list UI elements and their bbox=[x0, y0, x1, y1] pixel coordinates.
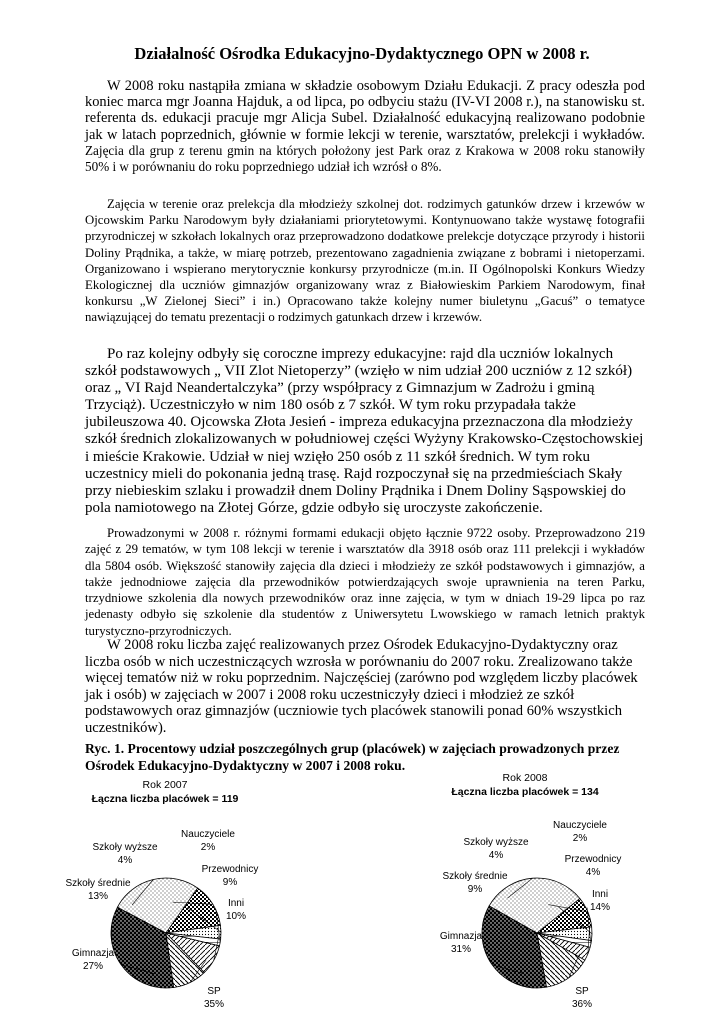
pie-2007-value-sp: 35% bbox=[203, 999, 225, 1010]
pie-2008-label-gimnazja: Gimnazja bbox=[439, 931, 483, 942]
document-title: Działalność Ośrodka Edukacyjno-Dydaktycznego OPN w 2008 r. bbox=[134, 44, 590, 63]
paragraph-comparison: W 2008 roku liczba zajęć realizowanych przez Ośrodek Edukacyjno-Dydaktyczny oraz liczba osób w nich uczestniczących wzrosła w porównaniu do 2007 roku. Zrealizowano także więcej tematów niż w roku poprzednim. Najczęściej (zarówno pod względem liczby placówek jak i osób) w zajęciach w 2007 i 2008 roku uczestniczyły dzieci i młodzież ze szkół podstawowych oraz gimnazjów (uczniowie tych placówek stanowili ponad 60% wszystkich uczestników). bbox=[85, 637, 638, 736]
figure-caption: Ryc. 1. Procentowy udział poszczególnych grup (placówek) w zajęciach prowadzonych przez Ośrodek Edukacyjno-Dydaktyczny w 2007 i 2008 roku. bbox=[85, 741, 620, 773]
pie-2007-label-szkoly-wyzsze: Szkoły wyższe bbox=[92, 842, 158, 853]
pie-2007-value-szkoly-wyzsze: 4% bbox=[117, 855, 133, 866]
pie-2008-value-nauczyciele: 2% bbox=[572, 833, 588, 844]
pie-2007-label-inni: Inni bbox=[227, 898, 245, 909]
chart-2007-title: Rok 2007 bbox=[142, 779, 188, 791]
pie-2007-label-nauczyciele: Nauczyciele bbox=[181, 829, 235, 840]
paragraph-annual-events: Po raz kolejny odbyły się coroczne imprezy edukacyjne: rajd dla uczniów lokalnych szkół podstawowych „ VII Zlot Nietoperzy” (wzięło w nim udział 200 uczniów z 12 szkół) oraz „ VI Rajd Neandertalczyka” (przy współpracy z Gimnazjum w Zadrożu i gminą Trzyciąż). Uczestniczyło w nim 180 osób z 7 szkół. W tym roku przypadała także jubileuszowa 40. Ojcowska Złota Jesień - impreza edukacyjna przeznaczona dla młodzieży szkół średnich zlokalizowanych w południowej części Wyżyny Krakowsko-Częstochowskiej i mieście Krakowie. Udział w niej wzięło 250 osób z 11 szkół średnich. W tym roku uczestnicy mieli do pokonania jedną trasę. Rajd rozpoczynał się na przedmieściach Skały przy niebieskim szlaku i prowadził dnem Doliny Prądnika i Dnem Doliny Sąspowskiej do pola namiotowego na Złotej Górze, gdzie odbyło się uroczyste zakończenie. bbox=[85, 346, 644, 516]
pie-2008-value-inni: 14% bbox=[589, 902, 611, 913]
pie-2008-value-gimnazja: 31% bbox=[450, 944, 472, 955]
pie-2008-value-szkoly-wyzsze: 4% bbox=[488, 850, 504, 861]
chart-2007-subtitle: Łączna liczba placówek = 119 bbox=[91, 793, 239, 805]
paragraph-staff-changes-main: W 2008 roku nastąpiła zmiana w składzie osobowym Działu Edukacji. Z pracy odeszła pod koniec marca mgr Joanna Hajduk, a od lipca, po odbyciu stażu (IV-VI 2008 r.), na stanowisku st. referenta ds. edukacji pracuje mgr Alicja Subel. Działalność edukacyjną realizowano podobnie jak w latach poprzednich, głównie w formie lekcji w terenie, warsztatów, prelekcji i wykładów. bbox=[85, 78, 645, 143]
pie-2007-value-przewodnicy: 9% bbox=[222, 877, 238, 888]
pie-2008-label-nauczyciele: Nauczyciele bbox=[553, 820, 607, 831]
pie-2007-value-szkoly-srednie: 13% bbox=[87, 891, 109, 902]
pie-2007-value-inni: 10% bbox=[225, 911, 247, 922]
pie-2008-label-przewodnicy: Przewodnicy bbox=[564, 854, 622, 865]
pie-2008-label-szkoly-srednie: Szkoły średnie bbox=[442, 871, 508, 882]
pie-2008-value-przewodnicy: 4% bbox=[585, 867, 601, 878]
pie-2007-label-szkoly-srednie: Szkoły średnie bbox=[65, 878, 131, 889]
pie-2007-label-przewodnicy: Przewodnicy bbox=[201, 864, 259, 875]
pie-2008-label-inni: Inni bbox=[591, 889, 609, 900]
pie-2008-value-szkoly-srednie: 9% bbox=[467, 884, 483, 895]
pie-2007-label-sp: SP bbox=[207, 986, 221, 997]
paragraph-staff-changes-tail: Zajęcia dla grup z terenu gmin na których położony jest Park oraz z Krakowa w 2008 roku stanowiły 50% i w porównaniu do roku poprzedniego udział ich wzrósł o 8%. bbox=[85, 142, 645, 175]
chart-2008-subtitle: Łączna liczba placówek = 134 bbox=[451, 786, 599, 798]
paragraph-field-activities: Zajęcia w terenie oraz prelekcja dla młodzieży szkolnej dot. rodzimych gatunków drzew i krzewów w Ojcowskim Parku Narodowym były działaniami priorytetowymi. Kontynuowano także wystawę fotografii przyrodniczej w szkołach lokalnych oraz przeprowadzono dodatkowe prelekcje dotyczące przyrody i historii Doliny Prądnika, a także, w miarę potrzeb, prezentowano zagadnienia związane z bobrami i nietoperzami. Organizowano i wspierano merytorycznie konkursy przyrodnicze (m.in. II Ogólnopolski Konkurs Wiedzy Ekologicznej dla uczniów gimnazjów organizowany wraz z Białowieskim Parkiem Narodowym, finał konkursu „W Zielonej Sieci” i in.) Opracowano także kolejny numer biuletynu „Gacuś” o tematyce nawiązującej do tematu prezentacji o rodzimych gatunkach drzew i krzewów. bbox=[85, 197, 645, 325]
chart-2008-title: Rok 2008 bbox=[502, 772, 548, 784]
pie-2008-label-szkoly-wyzsze: Szkoły wyższe bbox=[463, 837, 529, 848]
pie-2008-label-sp: SP bbox=[575, 986, 589, 997]
pie-2007-value-gimnazja: 27% bbox=[82, 961, 104, 972]
pie-2008-value-sp: 36% bbox=[571, 999, 593, 1010]
pie-2007-value-nauczyciele: 2% bbox=[200, 842, 216, 853]
paragraph-education-totals: Prowadzonymi w 2008 r. różnymi formami edukacji objęto łącznie 9722 osoby. Przeprowadzono 219 zajęć z 29 tematów, w tym 108 lekcji w terenie i warsztatów dla 3918 osób oraz 111 prelekcji i wykładów dla 5804 osób. Większość stanowiły zajęcia dla dzieci i młodzieży ze szkół podstawowych i gimnazjów, a także jednodniowe zajęcia dla przewodników potwierdzających swoje uprawnienia na teren Parku, trzydniowe szkolenia dla nowych przewodników oraz inne zajęcia, w tym w dniach 19-29 lipca po raz jedenasty odbyło się szkolenie dla studentów z Uniwersytetu Lwowskiego w ramach letnich praktyk turystyczno-przyrodniczych. bbox=[85, 526, 645, 638]
pie-2007-label-gimnazja: Gimnazja bbox=[71, 948, 115, 959]
